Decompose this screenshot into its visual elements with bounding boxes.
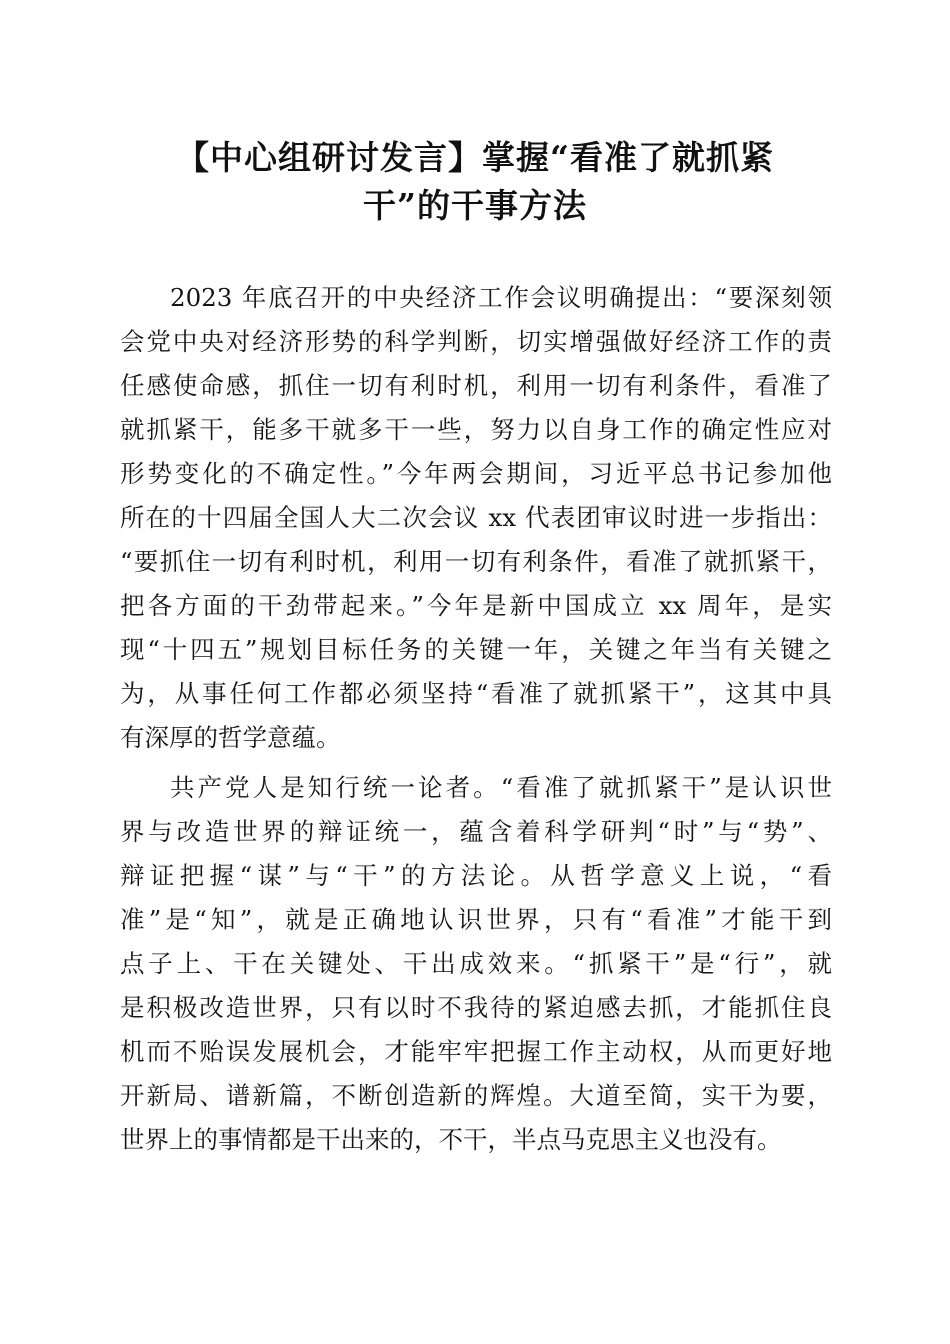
paragraph-1-line: 现“十四五”规划目标任务的关键一年，关键之年当有关键之 — [120, 635, 832, 664]
paragraph-1-line: 为，从事任何工作都必须坚持“看准了就抓紧干”，这其中具 — [120, 679, 832, 708]
document-title-line-2: 干”的干事方法 — [363, 186, 587, 225]
paragraph-1-line: 任感使命感，抓住一切有利时机，利用一切有利条件，看准了 — [120, 371, 832, 400]
paragraph-1-line: 2023 年底召开的中央经济工作会议明确提出：“要深刻领 — [170, 283, 832, 312]
paragraph-2-line: 辩证把握“谋”与“干”的方法论。从哲学意义上说，“看 — [120, 861, 832, 890]
paragraph-1-line: 会党中央对经济形势的科学判断，切实增强做好经济工作的责 — [120, 327, 832, 356]
paragraph-2-line: 机而不贻误发展机会，才能牢牢把握工作主动权，从而更好地 — [120, 1037, 832, 1066]
paragraph-2-line: 世界上的事情都是干出来的，不干，半点马克思主义也没有。 — [120, 1125, 782, 1154]
paragraph-2-line: 界与改造世界的辩证统一，蕴含着科学研判“时”与“势”、 — [120, 817, 832, 846]
paragraph-1-line: 把各方面的干劲带起来。”今年是新中国成立 xx 周年，是实 — [120, 591, 832, 620]
paragraph-2-line: 共产党人是知行统一论者。“看准了就抓紧干”是认识世 — [170, 773, 832, 802]
document-title-line-1: 【中心组研讨发言】掌握“看准了就抓紧 — [176, 138, 774, 177]
paragraph-2-line: 是积极改造世界，只有以时不我待的紧迫感去抓，才能抓住良 — [120, 993, 832, 1022]
paragraph-2-line: 点子上、干在关键处、干出成效来。“抓紧干”是“行”，就 — [120, 949, 832, 978]
paragraph-1-line: 有深厚的哲学意蕴。 — [120, 723, 341, 752]
paragraph-1-line: 就抓紧干，能多干就多干一些，努力以自身工作的确定性应对 — [120, 415, 832, 444]
paragraph-2-line: 开新局、谱新篇，不断创造新的辉煌。大道至简，实干为要， — [120, 1081, 832, 1110]
paragraph-2-line: 准”是“知”，就是正确地认识世界，只有“看准”才能干到 — [120, 905, 832, 934]
paragraph-1-line: 形势变化的不确定性。”今年两会期间，习近平总书记参加他 — [120, 459, 832, 488]
paragraph-1-line: “要抓住一切有利时机，利用一切有利条件，看准了就抓紧干， — [120, 547, 832, 576]
paragraph-1-line: 所在的十四届全国人大二次会议 xx 代表团审议时进一步指出： — [120, 503, 832, 532]
